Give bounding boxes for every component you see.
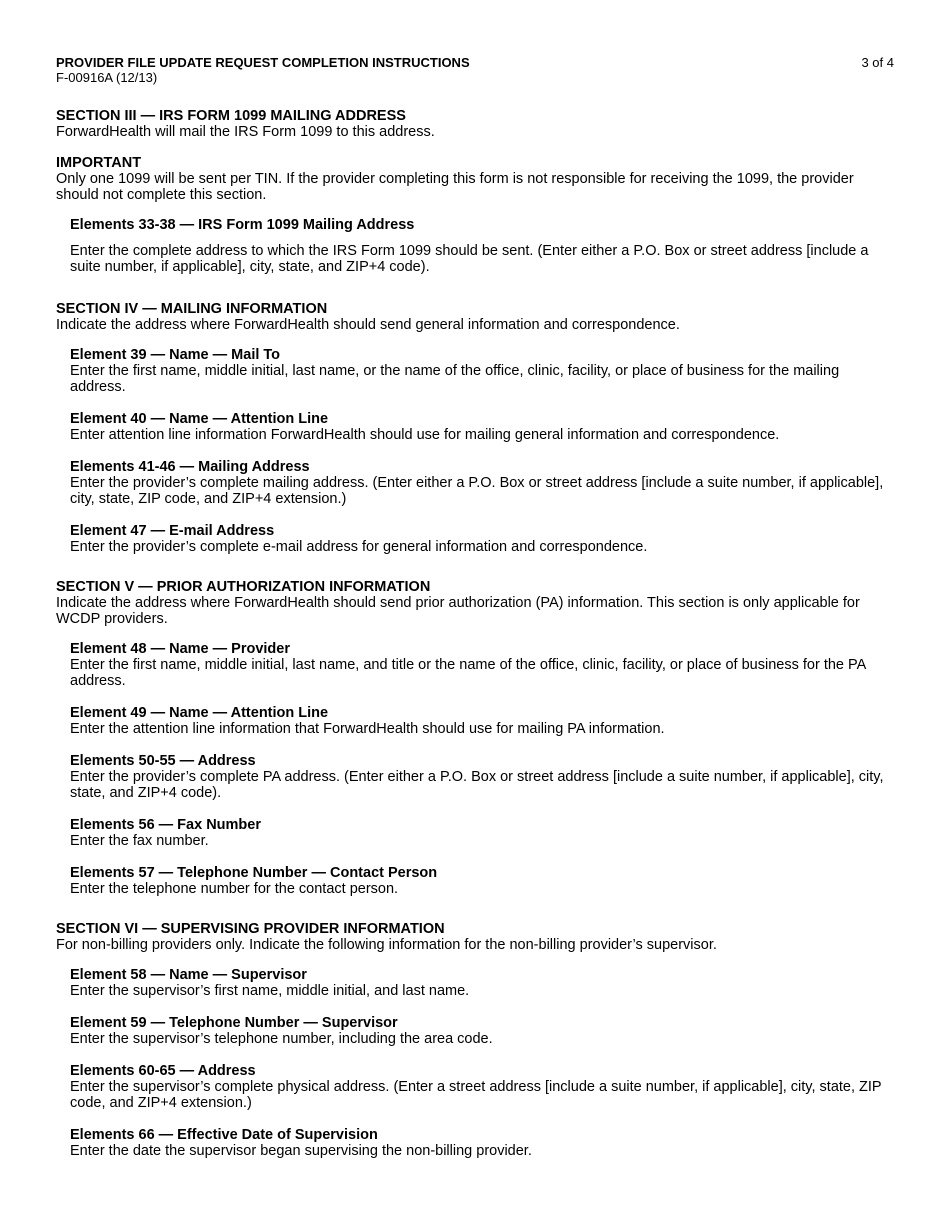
element-48 <box>70 641 894 689</box>
section-4 <box>56 301 894 555</box>
element-title: Elements 66 — Effective Date of Supervision <box>70 1127 378 1143</box>
element-description: Enter the complete address to which the IRS Form 1099 should be sent. (Enter either a P.O. Box or street address [include a suite number, if applicable], city, state, and ZIP+4 code). <box>70 243 869 275</box>
element-description: Enter attention line information ForwardHealth should use for mailing general information and correspondence. <box>70 427 780 443</box>
element-title: Elements 57 — Telephone Number — Contact Person <box>70 865 438 881</box>
element-58 <box>70 967 894 999</box>
element-title: Element 48 — Name — Provider <box>70 641 290 657</box>
section-6 <box>56 921 894 1159</box>
section-5-title: SECTION V — PRIOR AUTHORIZATION INFORMATION <box>56 579 431 595</box>
element-title: Elements 41-46 — Mailing Address <box>70 459 310 475</box>
section-5-description: Indicate the address where ForwardHealth should send prior authorization (PA) information. This section is only applicable for WCDP providers. <box>56 595 860 627</box>
important-note <box>56 155 894 203</box>
element-title: Elements 50-55 — Address <box>70 753 256 769</box>
element-description: Enter the first name, middle initial, last name, and title or the name of the office, clinic, facility, or place of business for the PA address. <box>70 657 866 689</box>
element-description: Enter the supervisor’s first name, middle initial, and last name. <box>70 983 470 999</box>
important-text: Only one 1099 will be sent per TIN. If the provider completing this form is not responsible for receiving the 1099, the provider should not complete this section. <box>56 171 854 203</box>
page-indicator: 3 of 4 <box>861 55 894 70</box>
form-code: F-00916A (12/13) <box>56 70 158 85</box>
element-description: Enter the attention line information that ForwardHealth should use for mailing PA information. <box>70 721 665 737</box>
element-title: Elements 33-38 — IRS Form 1099 Mailing Address <box>70 217 415 233</box>
element-33-38 <box>70 217 894 275</box>
page-header <box>56 55 894 85</box>
element-60-65 <box>70 1063 894 1111</box>
element-description: Enter the date the supervisor began supervising the non-billing provider. <box>70 1143 532 1159</box>
element-66 <box>70 1127 894 1159</box>
element-description: Enter the supervisor’s telephone number, including the area code. <box>70 1031 493 1047</box>
element-50-55 <box>70 753 894 801</box>
element-56 <box>70 817 894 849</box>
section-3 <box>56 108 894 275</box>
element-title: Element 49 — Name — Attention Line <box>70 705 329 721</box>
element-47 <box>70 523 894 555</box>
section-4-description: Indicate the address where ForwardHealth should send general information and correspondence. <box>56 317 680 333</box>
element-39 <box>70 347 894 395</box>
element-description: Enter the telephone number for the contact person. <box>70 881 399 897</box>
document-title: PROVIDER FILE UPDATE REQUEST COMPLETION INSTRUCTIONS <box>56 55 470 70</box>
important-title: IMPORTANT <box>56 155 142 171</box>
element-description: Enter the first name, middle initial, last name, or the name of the office, clinic, facility, or place of business for the mailing address. <box>70 363 840 395</box>
element-description: Enter the fax number. <box>70 833 209 849</box>
section-6-description: For non-billing providers only. Indicate the following information for the non-billing provider’s supervisor. <box>56 937 717 953</box>
element-title: Element 47 — E-mail Address <box>70 523 275 539</box>
section-3-description: ForwardHealth will mail the IRS Form 1099 to this address. <box>56 124 435 140</box>
element-41-46 <box>70 459 894 507</box>
element-title: Elements 60-65 — Address <box>70 1063 256 1079</box>
element-40 <box>70 411 894 443</box>
section-6-title: SECTION VI — SUPERVISING PROVIDER INFORMATION <box>56 921 445 937</box>
element-title: Elements 56 — Fax Number <box>70 817 261 833</box>
element-title: Element 58 — Name — Supervisor <box>70 967 307 983</box>
element-description: Enter the provider’s complete e-mail address for general information and correspondence. <box>70 539 648 555</box>
section-5 <box>56 579 894 897</box>
document-page <box>56 55 894 1159</box>
section-4-title: SECTION IV — MAILING INFORMATION <box>56 301 328 317</box>
element-title: Element 40 — Name — Attention Line <box>70 411 329 427</box>
element-49 <box>70 705 894 737</box>
element-description: Enter the provider’s complete PA address. (Enter either a P.O. Box or street address [include a suite number, if applicable], city, state, and ZIP+4 code). <box>70 769 884 801</box>
section-3-title: SECTION III — IRS FORM 1099 MAILING ADDRESS <box>56 108 406 124</box>
element-57 <box>70 865 894 897</box>
element-title: Element 59 — Telephone Number — Supervisor <box>70 1015 398 1031</box>
element-title: Element 39 — Name — Mail To <box>70 347 281 363</box>
element-59 <box>70 1015 894 1047</box>
element-description: Enter the provider’s complete mailing address. (Enter either a P.O. Box or street address [include a suite number, if applicable], city, state, ZIP code, and ZIP+4 extension.) <box>70 475 884 507</box>
element-description: Enter the supervisor’s complete physical address. (Enter a street address [include a suite number, if applicable], city, state, ZIP code, and ZIP+4 extension.) <box>70 1079 882 1111</box>
